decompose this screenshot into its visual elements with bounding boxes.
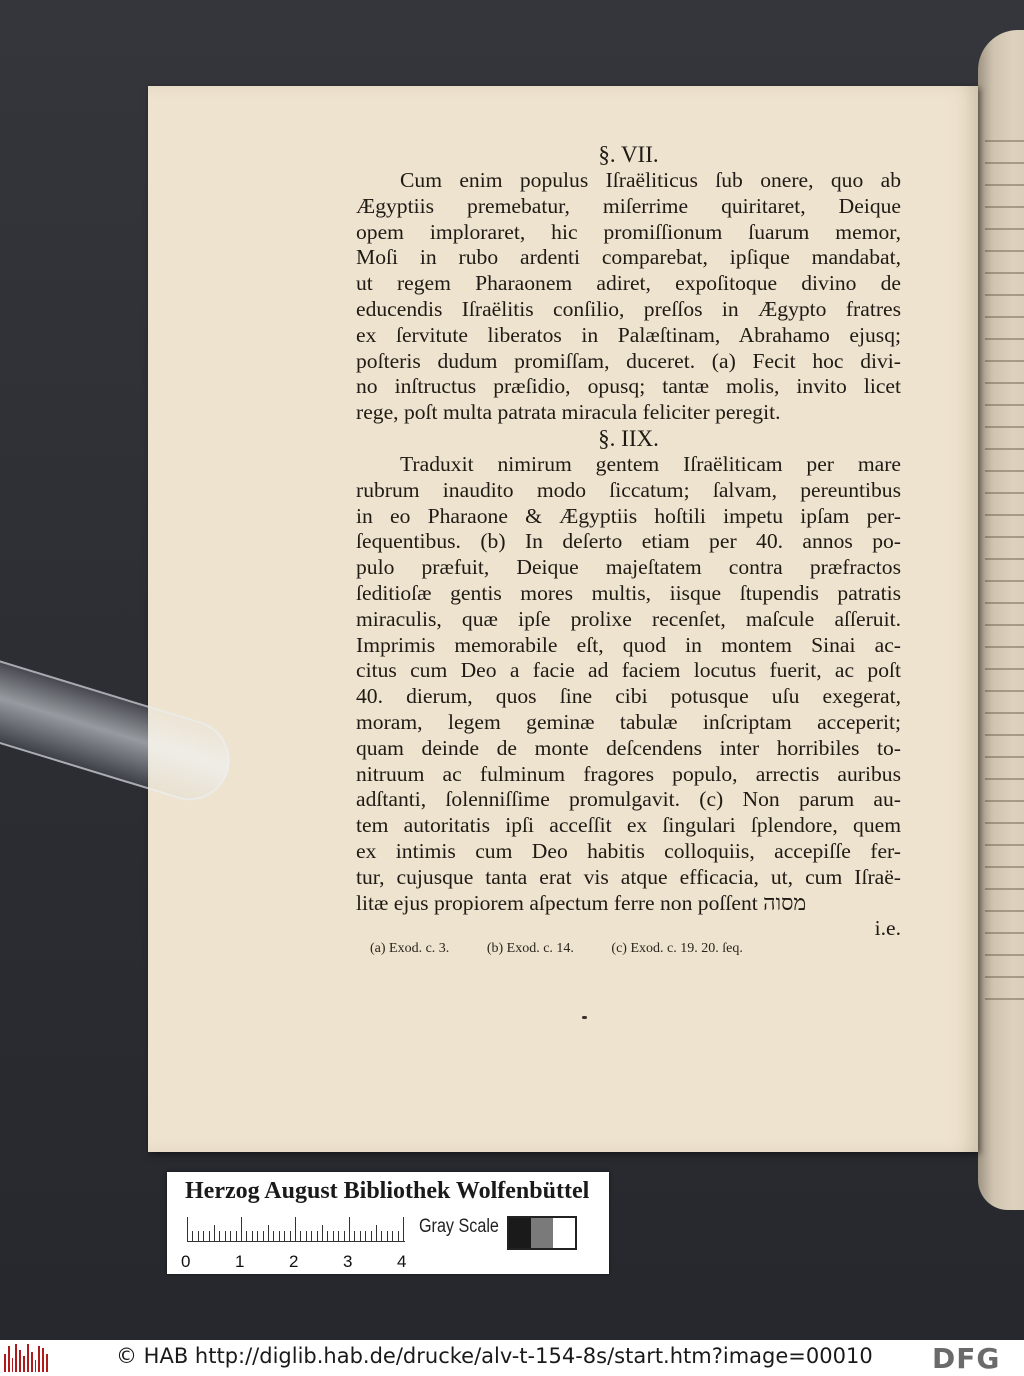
text-line: ex ſervitute liberatos in Palæſtinam, Abrahamo ejusq; (356, 322, 901, 347)
logo-bar (27, 1344, 29, 1372)
paragraph-vii (356, 168, 901, 426)
ruler-tick (317, 1231, 318, 1241)
section-heading-iix: §. IIX. (598, 425, 659, 451)
logo-bar (8, 1346, 10, 1372)
footnotes (370, 941, 777, 957)
ruler-tick (284, 1231, 285, 1241)
ruler-tick (300, 1231, 301, 1241)
paragraph-iix (356, 452, 901, 916)
text-line: tem autoritatis ipſi acceſſit ex ſingulari ſplendore, quem (356, 813, 901, 838)
logo-bar (31, 1352, 33, 1372)
ruler-tick (252, 1231, 253, 1241)
text-line: adſtanti, ſolenniſſime promulgavit. (c) Non parum au- (356, 787, 901, 812)
ruler-tick (392, 1231, 393, 1241)
ruler-scale (187, 1218, 405, 1242)
text-line: ſequentibus. (b) In deſerto etiam per 40. annos po- (356, 529, 901, 554)
ruler-tick (306, 1231, 307, 1241)
ruler-tick (398, 1231, 399, 1241)
text-line: 40. dierum, quos ſine cibi potusque uſu exegerat, (356, 684, 901, 709)
library-name: Herzog August Bibliothek Wolfenbüttel (185, 1178, 590, 1204)
text-line: opem imploraret, hic promiſſionum ſuarum memor, (356, 219, 901, 244)
text-line: rubrum inaudito modo ſiccatum; ſalvam, pereuntibus (356, 477, 901, 502)
ruler-tick (257, 1231, 258, 1241)
ruler-tick (198, 1231, 199, 1241)
text-line: nitruum ac fulminum fragores populo, arrectis auribus (356, 761, 901, 786)
ruler-number: 2 (289, 1252, 299, 1271)
text-line: Moſi in rubo ardenti comparebat, ipſique mandabat, (356, 245, 901, 270)
logo-bar (38, 1346, 40, 1372)
ruler-tick (241, 1217, 242, 1241)
ruler-number: 0 (181, 1252, 191, 1271)
ruler-tick (225, 1231, 226, 1241)
ruler-tick (333, 1231, 334, 1241)
ink-speck (582, 1016, 587, 1019)
text-line: quam deinde de monte deſcendens inter horribiles to- (356, 735, 901, 760)
ruler-tick (338, 1231, 339, 1241)
footer-bar (0, 1340, 1024, 1376)
ruler-tick (295, 1217, 296, 1241)
ruler-tick (246, 1231, 247, 1241)
footnote-c: (c) Exod. c. 19. 20. ſeq. (611, 941, 743, 956)
text-line: pulo præfuit, Deique majeſtatem contra præfractos (356, 555, 901, 580)
color-scale-card (167, 1172, 609, 1274)
ruler-tick (403, 1217, 404, 1241)
logo-bar (35, 1360, 37, 1372)
text-line: litæ ejus propiorem aſpectum ferre non poſſent מסוה (356, 890, 807, 915)
ruler-tick (279, 1231, 280, 1241)
text-line: in eo Pharaone & Ægyptiis hoſtili impetu ipſam per- (356, 503, 901, 528)
text-line: educendis Iſraëlitis conſilio, preſſos in Ægypto fratres (356, 296, 901, 321)
ruler-number: 1 (235, 1252, 245, 1271)
logo-bar (42, 1348, 44, 1372)
gray-swatch (553, 1218, 575, 1248)
ruler-tick (365, 1231, 366, 1241)
text-line: no inſtructus præſidio, opusq; tantæ molis, invito licet (356, 374, 901, 399)
logo-bar (23, 1356, 25, 1372)
page-text-block (356, 142, 901, 942)
footnote-a: (a) Exod. c. 3. (370, 941, 450, 956)
ruler-tick (230, 1231, 231, 1241)
ruler-tick (371, 1231, 372, 1241)
logo-bar (19, 1350, 21, 1372)
text-line: ſeditioſæ gentis mores multis, iisque ſtupendis patratis (356, 580, 901, 605)
gray-swatch (509, 1218, 531, 1248)
ruler-tick (263, 1231, 264, 1241)
ruler-tick (387, 1231, 388, 1241)
dfg-logo-icon: DFG (932, 1342, 1001, 1375)
ruler-tick (381, 1231, 382, 1241)
catchword: i.e. (874, 916, 901, 941)
facing-page-text-bleed (985, 120, 1024, 1020)
text-line: moram, legem geminæ tabulæ inſcriptam acceperit; (356, 709, 901, 734)
ruler-tick (360, 1231, 361, 1241)
ruler-tick (344, 1231, 345, 1241)
gray-scale-label: Gray Scale (419, 1216, 499, 1237)
logo-bar (12, 1358, 14, 1372)
text-line: Cum enim populus Iſraëliticus ſub onere, quo ab (400, 168, 901, 192)
text-line: rege, poſt multa patrata miracula feliciter peregit. (356, 400, 781, 425)
ruler-tick (214, 1225, 215, 1241)
ruler-tick (354, 1231, 355, 1241)
section-heading-vii: §. VII. (598, 142, 659, 167)
ruler-tick (219, 1231, 220, 1241)
footer-copyright-url[interactable]: © HAB http://diglib.hab.de/drucke/alv-t-154-8s/start.htm?image=00010 (116, 1344, 873, 1368)
book-page (148, 86, 978, 1152)
text-line: Imprimis memorabile eſt, quod in montem Sinai ac- (356, 632, 901, 657)
ruler-tick (187, 1217, 188, 1241)
ruler-number: 3 (343, 1252, 353, 1271)
text-line: miraculis, quæ ipſe prolixe recenſet, maſcule aſſeruit. (356, 606, 901, 631)
ruler-number: 4 (397, 1252, 407, 1271)
text-line: poſteris dudum promiſſam, duceret. (a) Fecit hoc divi- (356, 348, 901, 373)
ruler-tick (322, 1225, 323, 1241)
text-line: ex intimis cum Deo habitis colloquiis, accepiſſe fer- (356, 838, 901, 863)
text-line: Traduxit nimirum gentem Iſraëliticam per mare (400, 451, 901, 476)
ruler-tick (268, 1225, 269, 1241)
ruler-tick (209, 1231, 210, 1241)
text-line: ut regem Pharaonem adiret, expoſitoque divino de (356, 271, 901, 296)
logo-bar (15, 1344, 17, 1372)
text-line: citus cum Deo a facie ad faciem locutus fuerit, ac poſt (356, 658, 901, 683)
ruler-numbers (181, 1252, 421, 1272)
logo-bar (4, 1354, 6, 1372)
logo-bar (46, 1354, 48, 1372)
ruler-tick (273, 1231, 274, 1241)
ruler-tick (311, 1231, 312, 1241)
gray-scale-swatches (507, 1216, 577, 1250)
ruler-tick (192, 1231, 193, 1241)
text-line: Ægyptiis premebatur, miſerrime quiritaret, Deique (356, 193, 901, 218)
hab-logo-icon (4, 1344, 48, 1372)
ruler-tick (349, 1217, 350, 1241)
text-line: tur, cujusque tanta erat vis atque efficacia, ut, cum Iſraë- (356, 864, 901, 889)
ruler-tick (327, 1231, 328, 1241)
ruler-tick (203, 1231, 204, 1241)
footnote-b: (b) Exod. c. 14. (486, 941, 574, 956)
gray-swatch (531, 1218, 553, 1248)
ruler-tick (376, 1225, 377, 1241)
ruler-tick (236, 1231, 237, 1241)
ruler-tick (290, 1231, 291, 1241)
